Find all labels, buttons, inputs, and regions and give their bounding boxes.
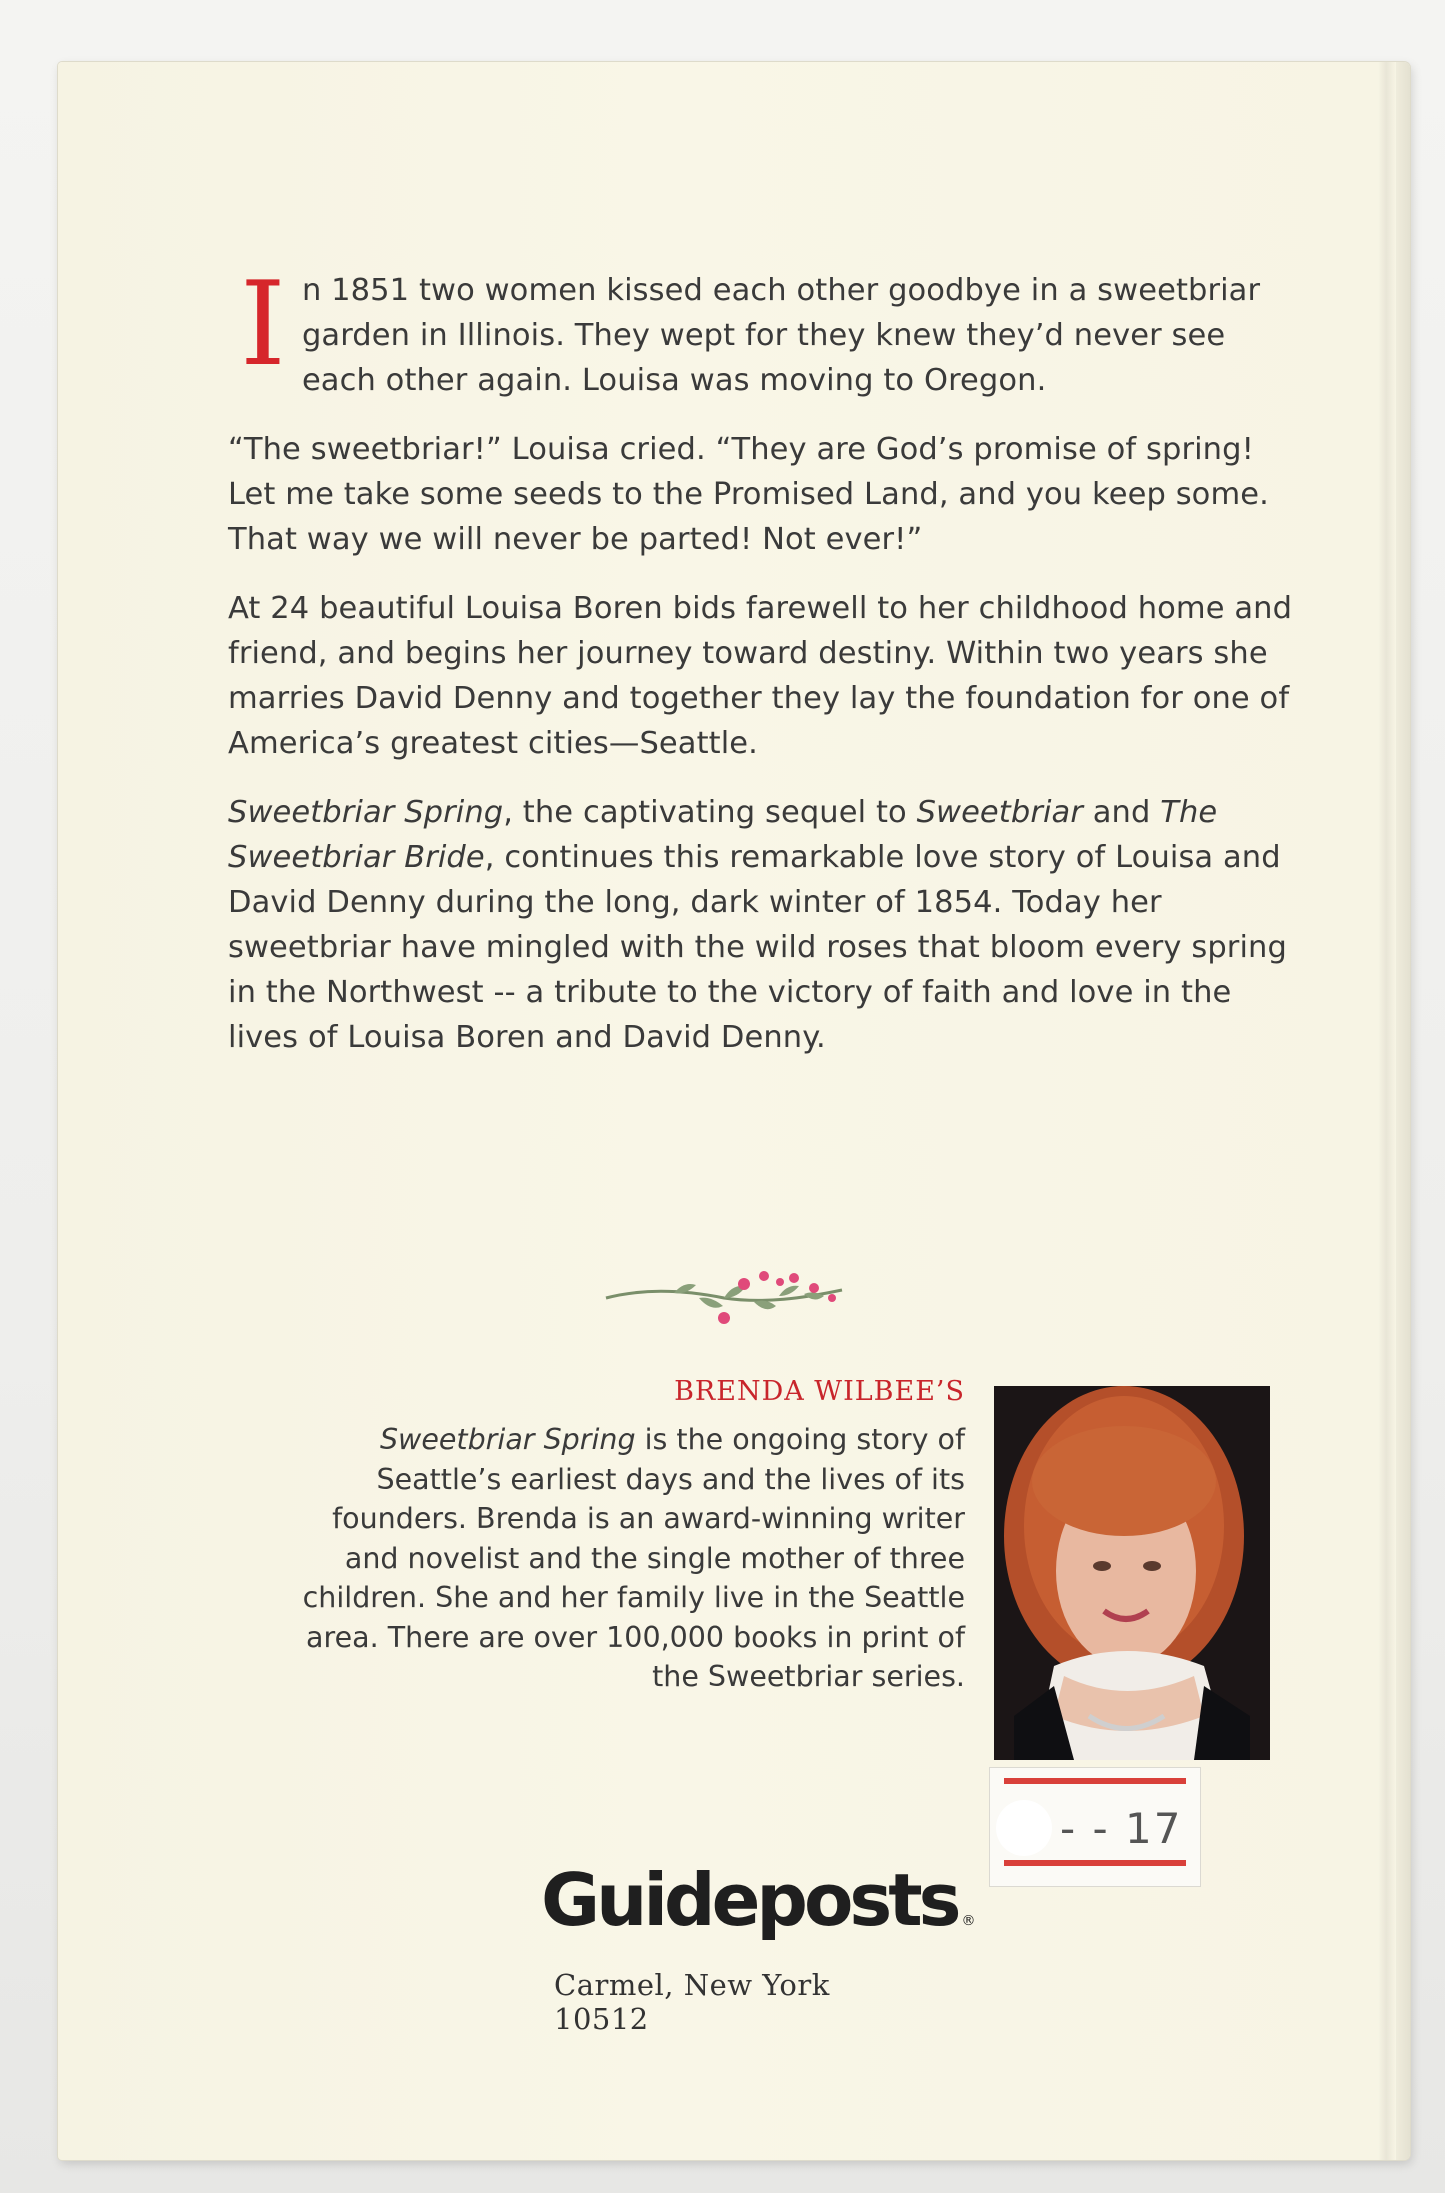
author-portrait-illustration	[994, 1386, 1270, 1760]
author-bio	[270, 1420, 965, 1697]
publisher-logo	[541, 1858, 976, 1942]
bio-book-title: Sweetbriar Spring	[379, 1423, 636, 1456]
synopsis-paragraph-3: At 24 beautiful Louisa Boren bids farewell to her childhood home and friend, and begins her journey toward destiny. Within two years she marries David Denny and together they lay the foundation for one of America’s greatest cities—Seattle.	[228, 591, 1293, 761]
price-sticker	[990, 1768, 1200, 1886]
synopsis-paragraph-2: “The sweetbriar!” Louisa cried. “They are God’s promise of spring! Let me take some seeds to the Promised Land, and you keep some. That way we will never be parted! Not ever!”	[228, 432, 1269, 557]
author-photo	[994, 1386, 1270, 1760]
spine-edge	[1396, 62, 1410, 2160]
publisher-address: Carmel, New York 10512	[554, 1968, 830, 2036]
sticker-code: - - 17	[1060, 1804, 1183, 1853]
book-title-sweetbriar-bride: The Sweetbriar Bride	[228, 795, 1218, 875]
book-title-sweetbriar-spring: Sweetbriar Spring	[228, 795, 504, 830]
synopsis-text	[228, 257, 1308, 1084]
book-title-sweetbriar: Sweetbriar	[916, 795, 1083, 830]
author-heading: BRENDA WILBEE’S	[674, 1376, 965, 1407]
drop-cap: I	[240, 257, 286, 392]
paragraph-4-text-b: and	[1082, 795, 1161, 830]
registered-mark: ®	[961, 1913, 976, 1929]
paragraph-4-text-c: , continues this remarkable love story of Louisa and David Denny during the long, dark winter of 1854. Today her sweetbriar have mingled with the wild roses that bloom every spring in the Northwest -- a tribute to the victory of faith and love in the lives of Louisa Boren and David Denny.	[228, 840, 1287, 1055]
cover-hinge	[1378, 62, 1396, 2160]
paragraph-1-text: n 1851 two women kissed each other goodbye in a sweetbriar garden in Illinois. They wept for they knew they’d never see each other again. Louisa was moving to Oregon.	[301, 273, 1261, 398]
bio-text: is the ongoing story of Seattle’s earliest days and the lives of its founders. Brenda is an award-winning writer and novelist and the single mother of three children. She and her family live in the Seattle area. There are over 100,000 books in print of the Sweetbriar series.	[302, 1423, 965, 1693]
synopsis-paragraph-1	[228, 257, 1308, 403]
sweetbriar-branch-ornament	[604, 1268, 844, 1338]
publisher-name: Guideposts	[541, 1858, 958, 1942]
synopsis-paragraph-4	[228, 790, 1308, 1060]
paragraph-4-text-a: , the captivating sequel to	[503, 795, 917, 830]
